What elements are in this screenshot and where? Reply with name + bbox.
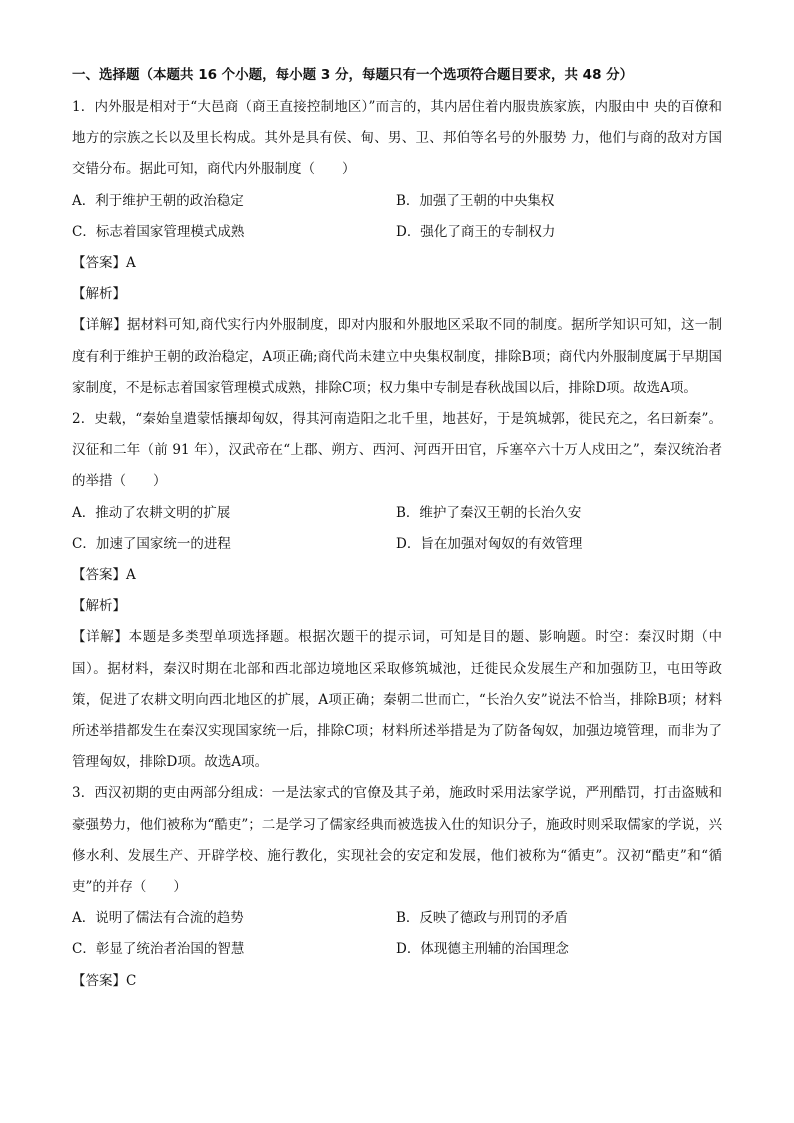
section-heading: 一、选择题（本题共 16 个小题，每小题 3 分，每题只有一个选项符合题目要求，共 48 分）: [72, 67, 634, 83]
answer-line: 【答案】C: [72, 972, 137, 989]
question-2: [72, 404, 722, 778]
detail-explanation: 【详解】据材料可知,商代实行内外服制度，即对内服和外服地区采取不同的制度。据所学知识可知，这一制度有利于维护王朝的政治稳定，A项正确;商代尚未建立中央集权制度，排除B项；商代内外服制度属于早期国家制度，不是标志着国家管理模式成熟，排除C项；权力集中专制是春秋战国以后，排除D项。故选A项。: [72, 317, 722, 396]
answer-line: 【答案】A: [72, 567, 136, 584]
option-d: D．体现德主刑辅的治国理念: [396, 941, 569, 958]
document-page: [72, 62, 722, 997]
detail-explanation: 【详解】本题是多类型单项选择题。根据次题干的提示词，可知是目的题、影响题。时空：秦汉时期（中国）。据材料，秦汉时期在北部和西北部边境地区采取修筑城池，迁徙民众发展生产和加强防卫，屯田等政策，促进了农耕文明向西北地区的扩展，A项正确；秦朝二世而亡，“长治久安”说法不恰当，排除B项；材料所述举措都发生在秦汉实现国家统一后，排除C项；材料所述举措是为了防备匈奴，加强边境管理，而非为了管理匈奴，排除D项。故选A项。: [72, 629, 722, 771]
option-c: C．标志着国家管理模式成熟: [72, 223, 245, 240]
question-stem: 1．内外服是相对于“大邑商（商王直接控制地区）”而言的，其内居住着内服贵族家族，内服由中 央的百僚和地方的宗族之长以及里长构成。其外是具有侯、甸、男、卫、邦伯等名号的外服势 力，他们与商的敌对方国交错分布。据此可知，商代内外服制度（ ）: [72, 99, 722, 178]
question-stem: 3．西汉初期的吏由两部分组成：一是法家式的官僚及其子弟，施政时采用法家学说，严刑酷罚，打击盗贼和豪强势力，他们被称为“酷吏”；二是学习了儒家经典而被选拔入仕的知识分子，施政时则采取儒家的学说，兴修水利、发展生产、开辟学校、施行教化，实现社会的安定和发展，他们被称为“循吏”。汉初“酷吏”和“循吏”的并存（ ）: [72, 785, 722, 896]
analysis-label: 【解析】: [72, 598, 126, 615]
option-c: C．彰显了统治者治国的智慧: [72, 941, 245, 958]
analysis-label: 【解析】: [72, 286, 126, 303]
question-stem: 2．史载，“秦始皇遣蒙恬攘却匈奴，得其河南造阳之北千里，地甚好，于是筑城郭，徙民充之，名曰新秦”。汉征和二年（前 91 年），汉武帝在“上郡、朔方、西河、河西开田官，斥塞卒六十万人戍田之”，秦汉统治者的举措（ ）: [72, 411, 722, 490]
options-grid: [72, 903, 722, 965]
option-d: D．旨在加强对匈奴的有效管理: [396, 535, 583, 552]
option-b: B．加强了王朝的中央集权: [396, 192, 555, 209]
option-b: B．维护了秦汉王朝的长治久安: [396, 504, 582, 521]
option-a: A．说明了儒法有合流的趋势: [72, 910, 244, 927]
answer-line: 【答案】A: [72, 255, 136, 272]
question-1: [72, 92, 722, 404]
option-b: B．反映了德政与刑罚的矛盾: [396, 910, 568, 927]
question-3: [72, 778, 722, 996]
options-grid: [72, 498, 722, 560]
options-grid: [72, 186, 722, 248]
option-d: D．强化了商王的专制权力: [396, 223, 556, 240]
option-a: A．利于维护王朝的政治稳定: [72, 192, 244, 209]
option-a: A．推动了农耕文明的扩展: [72, 504, 231, 521]
option-c: C．加速了国家统一的进程: [72, 535, 231, 552]
